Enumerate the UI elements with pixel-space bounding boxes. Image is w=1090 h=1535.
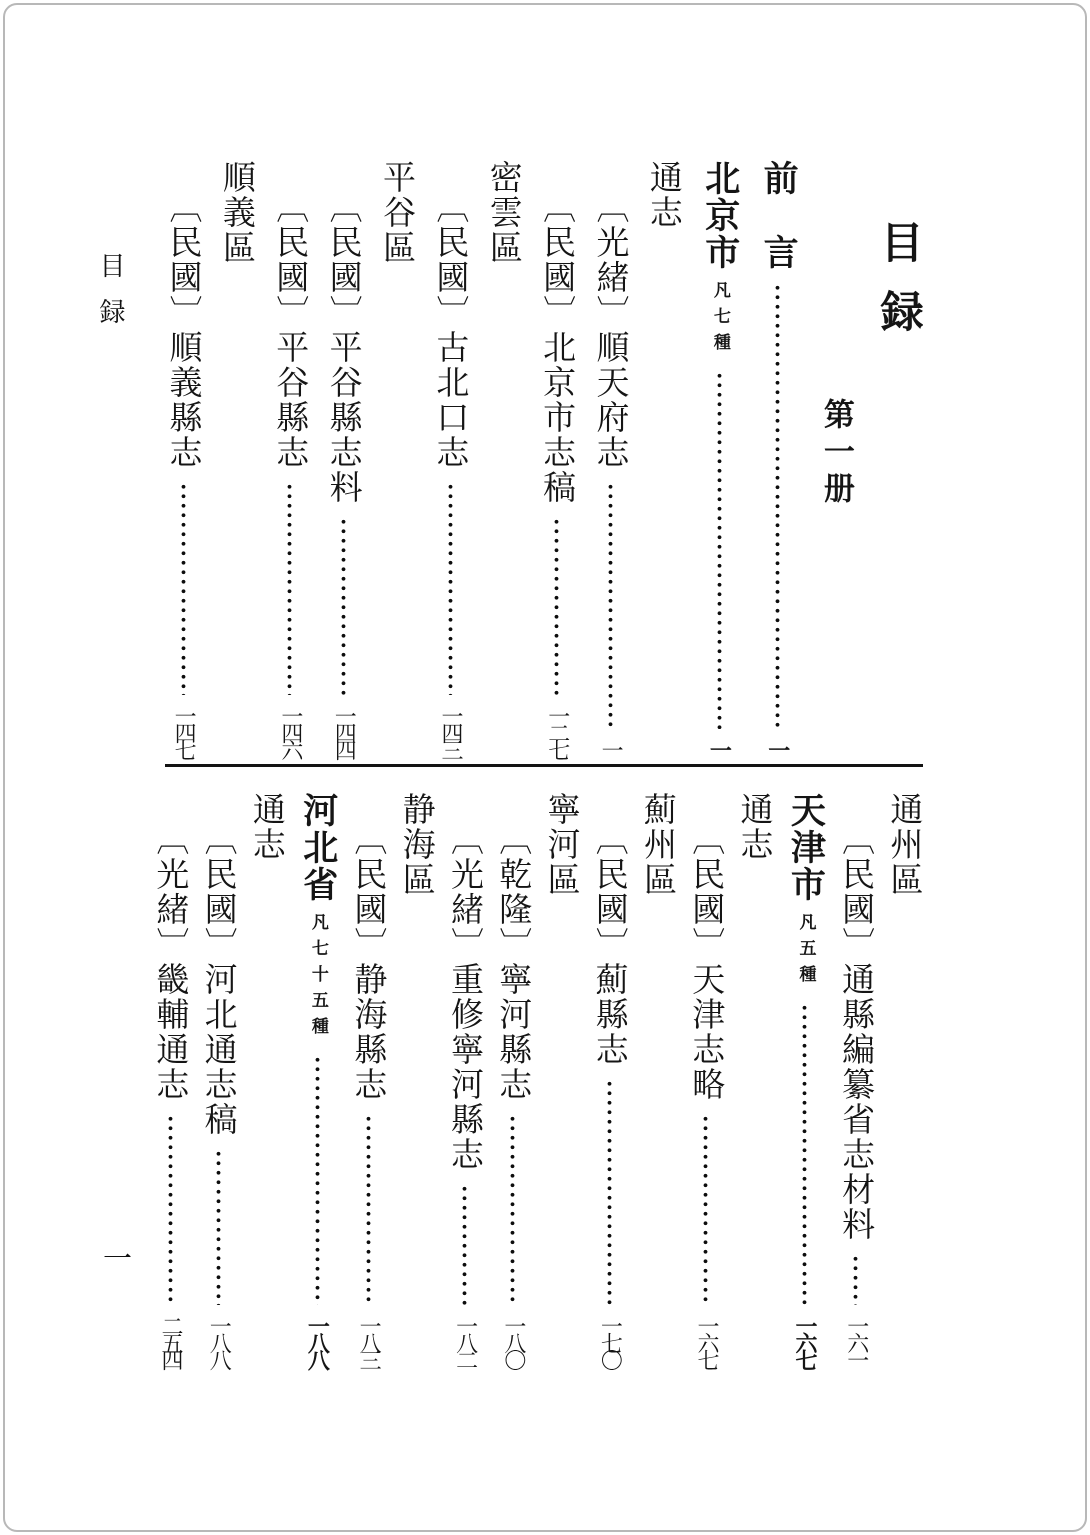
- toc-section-header: [646, 160, 682, 760]
- toc-head-entry: [784, 792, 825, 1370]
- entry-label: 密雲區: [484, 160, 524, 265]
- dotted-leader: [606, 1079, 613, 1305]
- toc-page-title: [873, 160, 923, 760]
- folio-page-number: 一: [99, 1243, 133, 1272]
- toc-entry: [199, 792, 239, 1370]
- dotted-leader: [801, 1003, 808, 1305]
- dotted-leader: [461, 1184, 468, 1305]
- dotted-leader: [702, 1114, 709, 1305]
- toc-lower-half: [151, 792, 925, 1370]
- dotted-leader: [716, 371, 723, 729]
- page-number: 一四六: [277, 705, 303, 756]
- dotted-leader: [215, 1149, 222, 1305]
- page-number: 一四三: [438, 705, 463, 756]
- page-number: 一四七: [171, 705, 197, 756]
- entry-label: 通志: [735, 792, 775, 862]
- toc-section-header: [542, 792, 582, 1370]
- toc-entry: [591, 160, 631, 760]
- toc-section-header: [484, 160, 524, 760]
- page-number: 一八八: [206, 1315, 232, 1366]
- page-number: 二五四: [158, 1315, 184, 1366]
- entry-label: 前 言: [758, 160, 800, 271]
- toc-entry: [538, 160, 578, 760]
- page-number: 一二七: [544, 705, 570, 756]
- page-number: 一: [706, 739, 733, 756]
- toc-entry: [349, 792, 389, 1370]
- entry-label: 〔光緒〕重修寧河縣志: [445, 822, 485, 1172]
- page-number: 一八〇: [500, 1315, 526, 1366]
- toc-section-header: [885, 792, 925, 1370]
- page-number: 一六七: [791, 1315, 818, 1366]
- entry-label: 〔民國〕順義縣志: [164, 190, 204, 470]
- page-number: 一六一: [843, 1315, 869, 1366]
- toc-head-entry: [757, 160, 798, 760]
- entry-label: 通州區: [885, 792, 925, 897]
- entry-label: 〔民國〕北京市志稿: [538, 190, 578, 505]
- toc-section-header: [735, 792, 775, 1370]
- entry-label: 通志: [644, 160, 684, 230]
- page-number: 一: [764, 739, 791, 756]
- toc-entry: [151, 792, 191, 1370]
- page-number: 一: [598, 739, 624, 756]
- dotted-leader: [607, 482, 614, 729]
- toc-section-header: [397, 792, 437, 1370]
- entry-label: 〔民國〕通縣編纂省志材料: [837, 822, 877, 1242]
- entry-label: 〔民國〕河北通志稿: [199, 822, 239, 1137]
- toc-entry: [494, 792, 534, 1370]
- dotted-leader: [167, 1114, 174, 1305]
- dotted-leader: [365, 1114, 372, 1305]
- page-number: 一八八: [304, 1315, 331, 1366]
- entry-label: 〔光緒〕畿輔通志: [151, 822, 191, 1102]
- margin-running-title: 目録: [95, 252, 125, 344]
- entry-label: 天津市: [785, 792, 827, 903]
- entry-label: 順義區: [217, 160, 257, 265]
- page-number: 一六七: [693, 1315, 719, 1366]
- toc-section-header: [640, 792, 676, 1370]
- entry-label: 通志: [247, 792, 287, 862]
- toc-entry: [324, 160, 364, 760]
- entry-label: 薊州區: [639, 792, 678, 897]
- page-number: 一八三: [356, 1315, 382, 1366]
- entry-label: 〔民國〕平谷縣志料: [324, 190, 364, 505]
- toc-entry: [431, 160, 471, 760]
- entry-label: 平谷區: [377, 160, 417, 265]
- page-number: 一七〇: [597, 1315, 623, 1366]
- entry-label: 〔乾隆〕寧河縣志: [494, 822, 534, 1102]
- toc-section-header: [379, 160, 415, 760]
- entry-label: 〔民國〕天津志略: [687, 822, 727, 1102]
- dotted-leader: [774, 283, 781, 729]
- toc-section-header: [249, 792, 285, 1370]
- entry-label: 〔民國〕薊縣志: [590, 822, 630, 1067]
- entry-label: 河北省: [297, 792, 339, 903]
- volume-header: [816, 160, 856, 760]
- entry-label: 〔民國〕古北口志: [431, 190, 471, 470]
- dotted-leader: [852, 1254, 859, 1305]
- entry-label: 第一册: [817, 398, 854, 509]
- dotted-leader: [286, 482, 293, 695]
- entry-label: 静海區: [397, 792, 437, 897]
- entry-count-note: 凡七十五種: [307, 913, 328, 1043]
- entry-count-note: 凡七種: [709, 281, 730, 359]
- entry-label: 寧河區: [542, 792, 582, 897]
- toc-entry: [687, 792, 727, 1370]
- toc-upper-half: [165, 160, 923, 760]
- toc-entry: [164, 160, 204, 760]
- section-divider-rule: [165, 764, 923, 767]
- page-number: 一八二: [452, 1315, 478, 1366]
- dotted-leader: [314, 1055, 321, 1305]
- entry-count-note: 凡五種: [795, 913, 816, 991]
- toc-entry: [271, 160, 311, 760]
- dotted-leader: [180, 482, 187, 695]
- toc-entry: [837, 792, 877, 1370]
- dotted-leader: [447, 482, 454, 695]
- page-number: 一四四: [331, 705, 357, 756]
- entry-label: 〔光緒〕順天府志: [591, 190, 631, 470]
- toc-head-entry: [699, 160, 740, 760]
- toc-entry: [590, 792, 630, 1370]
- dotted-leader: [340, 517, 347, 695]
- entry-label: 北京市: [699, 160, 741, 271]
- entry-label: 〔民國〕平谷縣志: [271, 190, 311, 470]
- dotted-leader: [553, 517, 560, 695]
- toc-entry: [447, 792, 483, 1370]
- toc-section-header: [219, 160, 255, 760]
- toc-head-entry: [297, 792, 338, 1370]
- entry-label: 目録: [873, 220, 924, 358]
- dotted-leader: [509, 1114, 516, 1305]
- entry-label: 〔民國〕静海縣志: [349, 822, 389, 1102]
